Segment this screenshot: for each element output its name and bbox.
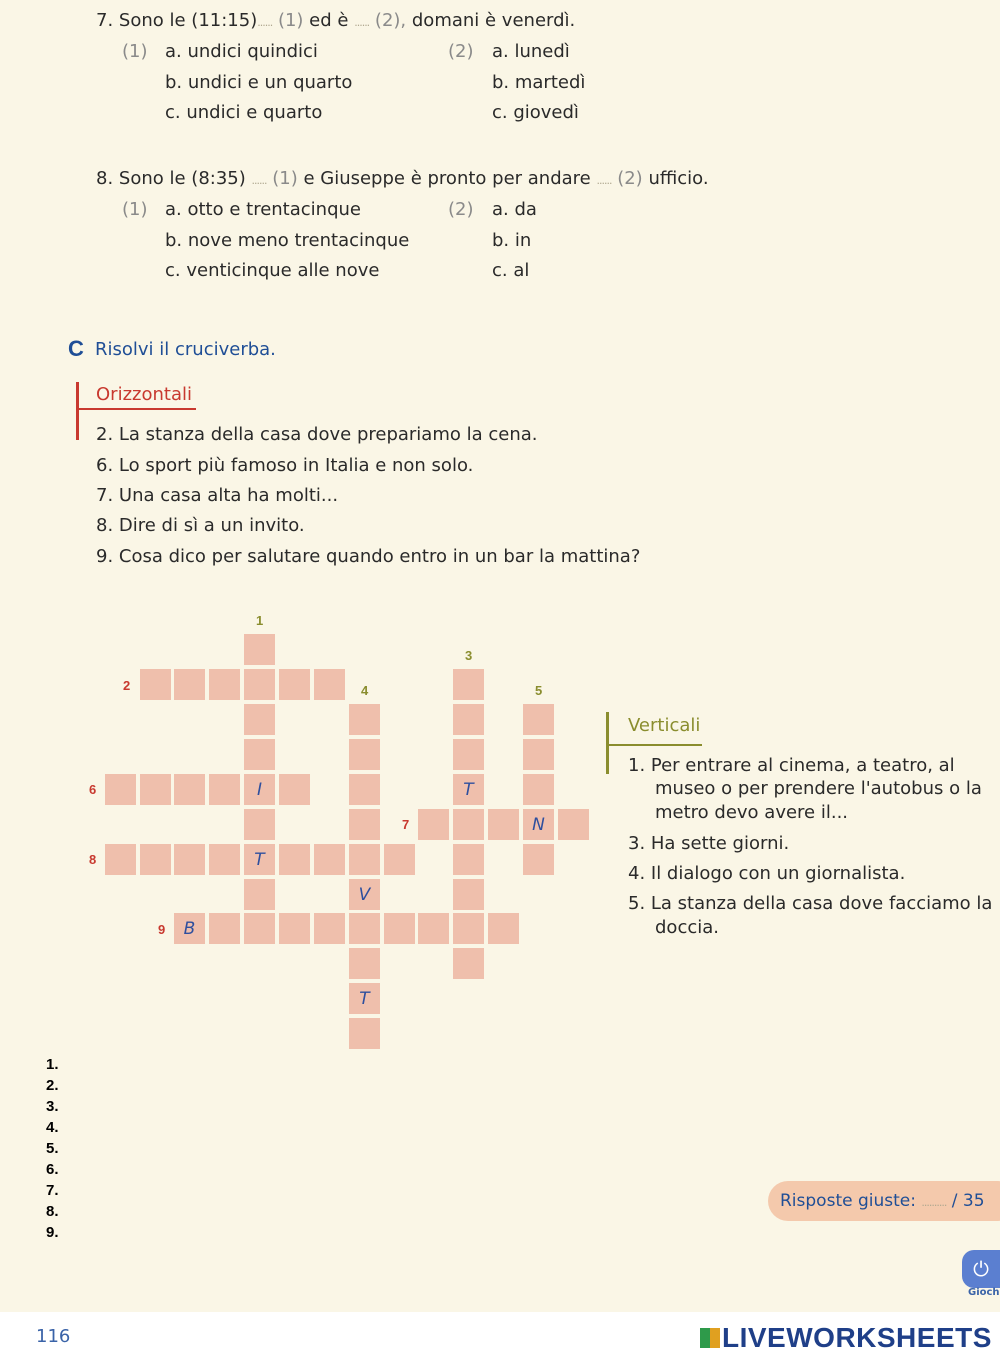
crossword-cell[interactable] [558, 809, 591, 842]
brand-name: LIVEWORKSHEETS [722, 1322, 992, 1353]
blank-1[interactable]: ...... [257, 16, 273, 29]
clue-across-9: 9. Cosa dico per salutare quando entro in un bar la mattina? [96, 546, 641, 567]
option[interactable]: c. venticinque alle nove [165, 260, 380, 281]
answer-label-7: 7. [46, 1182, 59, 1199]
crossword-cell[interactable] [140, 844, 173, 877]
crossword-cell[interactable] [488, 913, 521, 946]
question-stem: Sono le (8:35) [118, 168, 246, 189]
verticali-underline [606, 744, 702, 746]
crossword-cell[interactable] [384, 913, 417, 946]
crossword-cell[interactable] [314, 669, 347, 702]
clue-down-5: 5. La stanza della casa dove facciamo la [628, 893, 993, 914]
crossword-cell[interactable] [209, 913, 242, 946]
option[interactable]: c. undici e quarto [165, 102, 323, 123]
crossword-cell[interactable] [314, 913, 347, 946]
option-group-marker: (2) [448, 199, 474, 220]
answer-label-5: 5. [46, 1140, 59, 1157]
crossword-number-9: 9 [158, 922, 166, 937]
crossword-cell[interactable] [279, 844, 312, 877]
blank-1[interactable]: ...... [251, 174, 267, 187]
crossword-cell[interactable] [453, 948, 486, 981]
blank-marker: (1) [272, 168, 298, 189]
clue-across-6: 6. Lo sport più famoso in Italia e non solo. [96, 455, 474, 476]
crossword-number-8: 8 [89, 852, 97, 867]
crossword-cell[interactable] [349, 809, 382, 842]
option[interactable]: c. al [492, 260, 530, 281]
crossword-cell[interactable] [209, 844, 242, 877]
crossword-cell[interactable] [418, 913, 451, 946]
section-letter: C [68, 336, 84, 361]
crossword-cell-given[interactable]: T [453, 774, 486, 807]
clue-down-1: 1. Per entrare al cinema, a teatro, al [628, 755, 955, 776]
answer-label-4: 4. [46, 1119, 59, 1136]
crossword-cell[interactable] [384, 844, 417, 877]
crossword-cell[interactable] [453, 704, 486, 737]
crossword-cell-given[interactable]: I [244, 774, 277, 807]
crossword-number-2: 2 [123, 678, 131, 693]
crossword-cell[interactable] [453, 739, 486, 772]
score-blank[interactable]: .......... [921, 1196, 947, 1209]
crossword-cell[interactable] [453, 879, 486, 912]
crossword-cell[interactable] [105, 774, 138, 807]
crossword-cell[interactable] [349, 774, 382, 807]
option[interactable]: a. otto e trentacinque [165, 199, 361, 220]
question-number: 8. [96, 168, 114, 189]
crossword-number-3: 3 [465, 648, 473, 663]
option[interactable]: a. lunedì [492, 41, 570, 62]
blank-marker: (2) [617, 168, 643, 189]
crossword-cell[interactable] [140, 774, 173, 807]
crossword-cell-given[interactable]: T [349, 983, 382, 1016]
crossword-cell[interactable] [209, 774, 242, 807]
answer-label-3: 3. [46, 1098, 59, 1115]
crossword-cell-given[interactable]: B [174, 913, 207, 946]
score-label: Risposte giuste: [780, 1191, 916, 1211]
crossword-cell[interactable] [349, 1018, 382, 1051]
crossword-number-6: 6 [89, 782, 97, 797]
crossword-cell[interactable] [453, 913, 486, 946]
option-group-marker: (1) [122, 41, 148, 62]
option-group-marker: (1) [122, 199, 148, 220]
question-8 [96, 168, 709, 189]
liveworksheets-logo-icon [700, 1328, 720, 1348]
crossword-cell-given[interactable]: N [523, 809, 556, 842]
option[interactable]: b. undici e un quarto [165, 72, 353, 93]
blank-2[interactable]: ...... [354, 16, 370, 29]
crossword-cell[interactable] [349, 948, 382, 981]
blank-2[interactable]: ...... [596, 174, 612, 187]
crossword-cell[interactable] [453, 844, 486, 877]
crossword-cell[interactable] [349, 704, 382, 737]
crossword-cell[interactable] [244, 704, 277, 737]
answer-label-1: 1. [46, 1056, 59, 1073]
orizzontali-underline [76, 408, 196, 410]
score-box [768, 1181, 1000, 1221]
crossword-cell[interactable] [209, 669, 242, 702]
score-total: / 35 [951, 1191, 985, 1211]
clue-across-2: 2. La stanza della casa dove prepariamo la cena. [96, 424, 538, 445]
crossword-cell[interactable] [244, 809, 277, 842]
option[interactable]: b. in [492, 230, 532, 251]
question-7 [96, 10, 575, 31]
crossword-cell[interactable] [349, 844, 382, 877]
answer-label-8: 8. [46, 1203, 59, 1220]
crossword-cell[interactable] [279, 913, 312, 946]
question-stem: ed è [309, 10, 349, 31]
crossword-cell[interactable] [418, 809, 451, 842]
option[interactable]: c. giovedì [492, 102, 579, 123]
option-group-marker: (2) [448, 41, 474, 62]
question-stem: e Giuseppe è pronto per andare [303, 168, 591, 189]
question-stem: domani è venerdì. [411, 10, 576, 31]
clue-down-4: 4. Il dialogo con un giornalista. [628, 863, 906, 884]
crossword-cell[interactable] [523, 739, 556, 772]
brand-logo[interactable] [700, 1322, 992, 1354]
answer-label-2: 2. [46, 1077, 59, 1094]
crossword-number-1: 1 [256, 613, 264, 628]
crossword-cell[interactable] [523, 774, 556, 807]
question-stem: Sono le (11:15) [118, 10, 258, 31]
orizzontali-accent-bar [76, 382, 79, 440]
crossword-cell[interactable] [523, 704, 556, 737]
crossword-cell[interactable] [453, 669, 486, 702]
crossword-cell[interactable] [244, 739, 277, 772]
clue-down-5-cont: doccia. [655, 917, 719, 938]
clue-across-8: 8. Dire di sì a un invito. [96, 515, 305, 536]
crossword-cell-given[interactable]: V [349, 879, 382, 912]
crossword-cell[interactable] [174, 844, 207, 877]
crossword-cell[interactable] [279, 774, 312, 807]
crossword-cell[interactable] [244, 669, 277, 702]
answer-label-9: 9. [46, 1224, 59, 1241]
crossword-cell[interactable] [453, 809, 486, 842]
question-number: 7. [96, 10, 114, 31]
blank-marker: (1) [277, 10, 304, 31]
answer-label-6: 6. [46, 1161, 59, 1178]
page-number: 116 [36, 1326, 71, 1347]
clue-down-1-cont: museo o per prendere l'autobus o la [655, 778, 982, 799]
option[interactable]: b. nove meno trentacinque [165, 230, 410, 251]
crossword-cell[interactable] [279, 669, 312, 702]
verticali-heading: Verticali [628, 715, 701, 736]
crossword-cell-given[interactable]: T [244, 844, 277, 877]
crossword-cell[interactable] [488, 809, 521, 842]
crossword-cell[interactable] [244, 913, 277, 946]
crossword-number-7: 7 [402, 817, 410, 832]
option[interactable]: b. martedì [492, 72, 586, 93]
crossword-cell[interactable] [140, 669, 173, 702]
games-label[interactable]: Gioch [968, 1287, 1000, 1298]
crossword-cell[interactable] [105, 844, 138, 877]
clue-across-7: 7. Una casa alta ha molti... [96, 485, 339, 506]
question-stem: ufficio. [648, 168, 709, 189]
crossword-cell[interactable] [174, 774, 207, 807]
crossword-cell[interactable] [244, 879, 277, 912]
blank-marker: (2), [374, 10, 407, 31]
clue-down-1-cont: metro devo avere il... [655, 802, 849, 823]
crossword-number-5: 5 [535, 683, 543, 698]
crossword-cell[interactable] [314, 844, 347, 877]
crossword-cell[interactable] [174, 669, 207, 702]
clue-down-3: 3. Ha sette giorni. [628, 833, 790, 854]
crossword-cell[interactable] [349, 913, 382, 946]
crossword-cell[interactable] [244, 634, 277, 667]
crossword-cell[interactable] [349, 739, 382, 772]
crossword-cell[interactable] [523, 844, 556, 877]
option[interactable]: a. undici quindici [165, 41, 318, 62]
section-title: Risolvi il cruciverba. [95, 339, 276, 360]
orizzontali-heading: Orizzontali [96, 384, 192, 405]
games-icon[interactable]: ⏻ [962, 1250, 1000, 1288]
crossword-number-4: 4 [361, 683, 369, 698]
option[interactable]: a. da [492, 199, 537, 220]
verticali-accent-bar [606, 712, 609, 774]
